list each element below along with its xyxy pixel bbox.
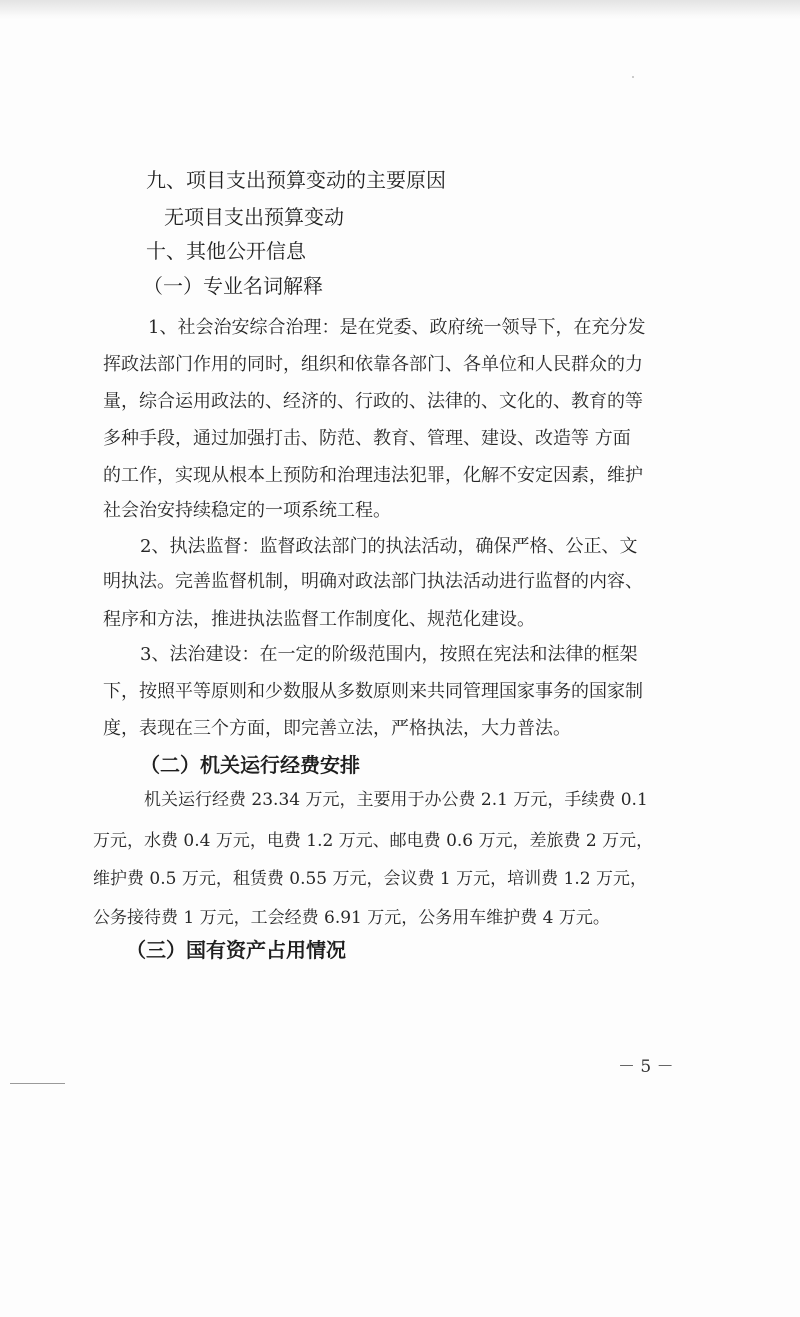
subsection-2-heading: （二）机关运行经费安排 (140, 753, 360, 777)
operating-expense-line: 万元，水费 0.4 万元，电费 1.2 万元、邮电费 0.6 万元，差旅费 2 万元， (93, 831, 654, 851)
term-2-line: 明执法。完善监督机制，明确对政法部门执法活动进行监督的内容、 (103, 571, 643, 592)
term-1-line: 挥政法部门作用的同时，组织和依靠各部门、各单位和人民群众的力 (103, 354, 643, 375)
page-number: － 5 － (618, 1057, 674, 1077)
operating-expense-line: 公务接待费 1 万元，工会经费 6.91 万元，公务用车维护费 4 万元。 (93, 908, 610, 928)
operating-expense-line: 维护费 0.5 万元，租赁费 0.55 万元，会议费 1 万元，培训费 1.2 万元， (93, 869, 647, 889)
term-1-line: 1、社会治安综合治理：是在党委、政府统一领导下，在充分发 (148, 317, 646, 338)
subsection-3-heading: （三）国有资产占用情况 (126, 938, 346, 962)
section-9-heading: 九、项目支出预算变动的主要原因 (146, 168, 446, 192)
term-2-line: 程序和方法，推进执法监督工作制度化、规范化建设。 (103, 609, 535, 630)
term-1-line: 多种手段，通过加强打击、防范、教育、管理、建设、改造等 方面 (103, 428, 631, 449)
section-10-heading: 十、其他公开信息 (146, 239, 306, 263)
term-2-line: 2、执法监督：监督政法部门的执法活动，确保严格、公正、文 (140, 536, 638, 557)
term-3-line: 下，按照平等原则和少数服从多数原则来共同管理国家事务的国家制 (103, 681, 643, 702)
subsection-1-heading: （一）专业名词解释 (143, 274, 323, 298)
term-1-line: 社会治安持续稳定的一项系统工程。 (103, 500, 391, 521)
bottom-rule (10, 1083, 65, 1084)
term-3-line: 度，表现在三个方面，即完善立法，严格执法，大力普法。 (103, 718, 571, 739)
section-9-body: 无项目支出预算变动 (164, 205, 344, 229)
term-3-line: 3、法治建设：在一定的阶级范围内，按照在宪法和法律的框架 (140, 644, 638, 665)
term-1-line: 量，综合运用政法的、经济的、行政的、法律的、文化的、教育的等 (103, 391, 643, 412)
term-1-line: 的工作，实现从根本上预防和治理违法犯罪，化解不安定因素，维护 (103, 465, 643, 486)
operating-expense-line: 机关运行经费 23.34 万元，主要用于办公费 2.1 万元，手续费 0.1 (144, 790, 648, 810)
